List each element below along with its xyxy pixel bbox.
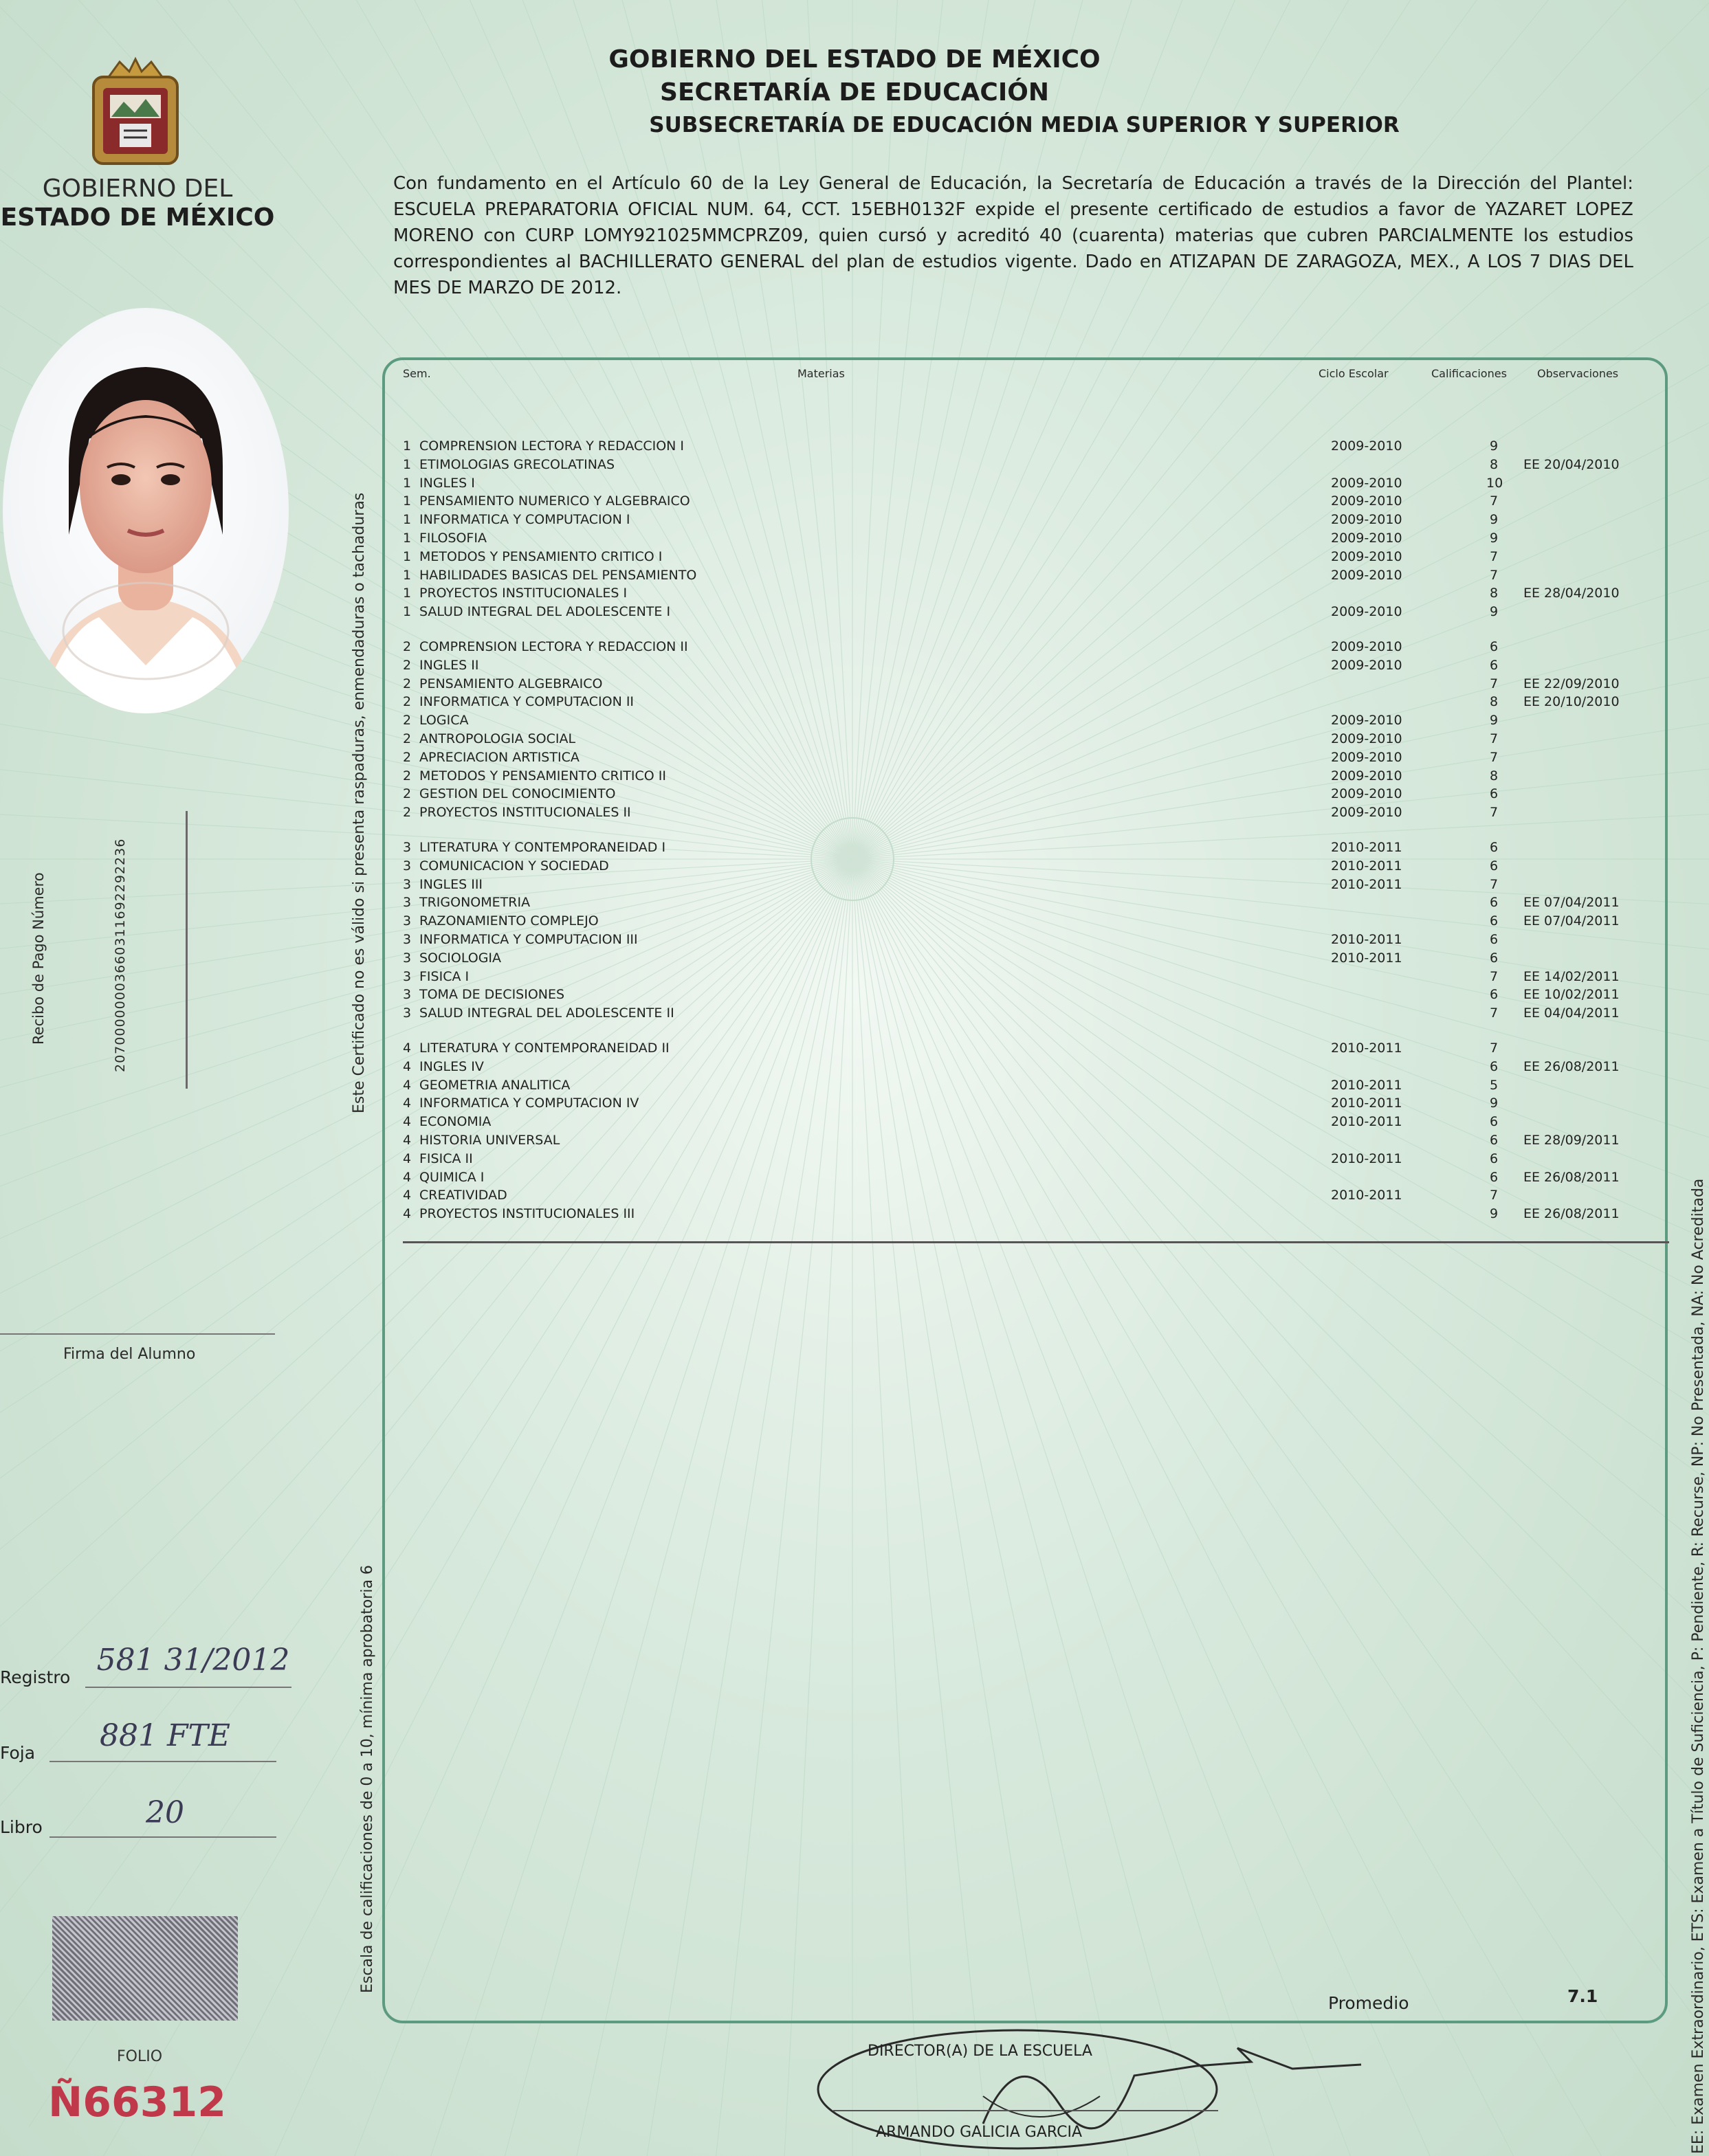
subject-cell: GEOMETRIA ANALITICA: [419, 1078, 571, 1093]
average-label: Promedio: [1328, 1993, 1409, 2013]
school-cycle-cell: 2009-2010: [1331, 639, 1402, 654]
subject-cell: COMPRENSION LECTORA Y REDACCION II: [419, 639, 688, 654]
semester-cell: 1: [403, 438, 412, 454]
subject-cell: COMUNICACION Y SOCIEDAD: [419, 858, 609, 874]
grade-cell: 8: [1489, 768, 1499, 784]
observation-cell: EE 07/04/2011: [1523, 895, 1620, 910]
semester-cell: 4: [403, 1133, 412, 1148]
subject-cell: FISICA II: [419, 1151, 473, 1166]
grade-cell: 9: [1489, 604, 1499, 619]
subject-cell: HISTORIA UNIVERSAL: [419, 1133, 560, 1148]
subject-cell: APRECIACION ARTISTICA: [419, 750, 580, 765]
table-row: [403, 456, 1633, 474]
libro-line: [49, 1836, 276, 1838]
foja-value: 881 FTE: [100, 1718, 230, 1753]
subject-cell: LOGICA: [419, 713, 469, 728]
table-row: [403, 492, 1633, 510]
grade-cell: 6: [1489, 951, 1499, 966]
school-cycle-cell: 2009-2010: [1331, 549, 1402, 564]
subject-cell: METODOS Y PENSAMIENTO CRITICO I: [419, 549, 663, 564]
semester-cell: 3: [403, 1005, 412, 1021]
table-row: [403, 1076, 1633, 1094]
subject-cell: GESTION DEL CONOCIMIENTO: [419, 786, 616, 801]
observation-cell: EE 26/08/2011: [1523, 1170, 1620, 1185]
subject-cell: HABILIDADES BASICAS DEL PENSAMIENTO: [419, 568, 697, 583]
folio-label: FOLIO: [117, 2048, 163, 2065]
registro-line: [85, 1687, 291, 1688]
grade-cell: 9: [1489, 713, 1499, 728]
grade-cell: 6: [1489, 858, 1499, 874]
table-row: [403, 529, 1633, 547]
semester-cell: 2: [403, 676, 412, 691]
subject-cell: RAZONAMIENTO COMPLEJO: [419, 913, 599, 929]
semester-cell: 4: [403, 1206, 412, 1221]
semester-cell: 4: [403, 1078, 412, 1093]
semester-cell: 1: [403, 512, 412, 527]
observation-cell: EE 28/04/2010: [1523, 586, 1620, 601]
semester-cell: 3: [403, 877, 412, 892]
foja-line: [49, 1761, 276, 1762]
header-secretariat: SECRETARÍA DE EDUCACIÓN: [660, 78, 1049, 107]
grade-cell: 5: [1489, 1078, 1499, 1093]
table-row: [403, 584, 1633, 602]
school-cycle-cell: 2010-2011: [1331, 951, 1402, 966]
table-row: [403, 693, 1633, 711]
school-cycle-cell: 2009-2010: [1331, 658, 1402, 673]
subject-cell: INFORMATICA Y COMPUTACION III: [419, 932, 638, 947]
subject-cell: ECONOMIA: [419, 1114, 492, 1129]
director-signature-line: [833, 2110, 1218, 2111]
semester-cell: 4: [403, 1170, 412, 1185]
grade-cell: 9: [1489, 1096, 1499, 1111]
director-name: ARMANDO GALICIA GARCIA: [876, 2124, 1082, 2141]
table-row: [403, 803, 1633, 821]
subject-cell: INFORMATICA Y COMPUTACION II: [419, 694, 635, 709]
grade-cell: 7: [1489, 969, 1499, 984]
subject-cell: INFORMATICA Y COMPUTACION I: [419, 512, 630, 527]
observation-cell: EE 26/08/2011: [1523, 1059, 1620, 1074]
subject-cell: COMPRENSION LECTORA Y REDACCION I: [419, 438, 685, 454]
semester-cell: 1: [403, 531, 412, 546]
subject-cell: SALUD INTEGRAL DEL ADOLESCENTE II: [419, 1005, 674, 1021]
grade-cell: 7: [1489, 676, 1499, 691]
school-cycle-cell: 2009-2010: [1331, 512, 1402, 527]
observation-cell: EE 07/04/2011: [1523, 913, 1620, 929]
student-signature-line: [0, 1333, 275, 1335]
receipt-number: 20700000003660311692292236: [113, 838, 128, 1072]
table-row: [403, 1168, 1633, 1186]
school-cycle-cell: 2009-2010: [1331, 750, 1402, 765]
table-row: [403, 1058, 1633, 1076]
grade-cell: 7: [1489, 568, 1499, 583]
subject-cell: QUIMICA I: [419, 1170, 485, 1185]
grade-cell: 7: [1489, 805, 1499, 820]
semester-cell: 1: [403, 568, 412, 583]
table-row: [403, 474, 1633, 492]
semester-cell: 4: [403, 1096, 412, 1111]
validity-note: Este Certificado no es válido si presenta raspaduras, enmendaduras o tachaduras: [351, 492, 368, 1113]
semester-cell: 2: [403, 750, 412, 765]
state-coat-of-arms-icon: [81, 56, 190, 172]
subject-cell: INGLES II: [419, 658, 479, 673]
grade-cell: 7: [1489, 549, 1499, 564]
registro-value: 581 31/2012: [96, 1643, 290, 1678]
table-row: [403, 949, 1633, 967]
certificate-statement: Con fundamento en el Artículo 60 de la Ley General de Educación, la Secretaría de Educación a través de la Dirección del Plantel: ESCUELA PREPARATORIA OFICIAL NUM. 64, CCT. 15EBH0132F expide el presente certificado de estudios a favor de YAZARET LOPEZ MORENO con CURP LOMY921025MMCPRZ09, quien cursó y acreditó 40 (cuarenta) materias que cubren PARCIALMENTE los estudios correspondientes al BACHILLERATO GENERAL del plan de estudios vigente. Dado en ATIZAPAN DE ZARAGOZA, MEX., A LOS 7 DIAS DEL MES DE MARZO DE 2012.: [393, 173, 1633, 298]
table-end-rule: [403, 1241, 1669, 1243]
semester-cell: 3: [403, 951, 412, 966]
school-cycle-cell: 2009-2010: [1331, 493, 1402, 509]
libro-label: Libro: [0, 1817, 43, 1837]
foja-label: Foja: [0, 1743, 36, 1763]
header-calificaciones: Calificaciones: [1431, 367, 1507, 380]
table-row: [403, 566, 1633, 584]
subject-cell: PROYECTOS INSTITUCIONALES I: [419, 586, 628, 601]
grade-cell: 7: [1489, 493, 1499, 509]
grade-cell: 7: [1489, 750, 1499, 765]
observation-cell: EE 26/08/2011: [1523, 1206, 1620, 1221]
semester-cell: 3: [403, 858, 412, 874]
subject-cell: FISICA I: [419, 969, 470, 984]
semester-cell: 3: [403, 969, 412, 984]
semester-cell: 1: [403, 457, 412, 472]
school-cycle-cell: 2010-2011: [1331, 1188, 1402, 1203]
subject-cell: INFORMATICA Y COMPUTACION IV: [419, 1096, 639, 1111]
header-government: GOBIERNO DEL ESTADO DE MÉXICO: [608, 45, 1101, 74]
grade-cell: 6: [1489, 840, 1499, 855]
header-ciclo: Ciclo Escolar: [1319, 367, 1389, 380]
table-row: [403, 1131, 1633, 1149]
table-row: [403, 986, 1633, 1003]
table-row: [403, 785, 1633, 803]
subject-cell: LITERATURA Y CONTEMPORANEIDAD I: [419, 840, 666, 855]
semester-cell: 2: [403, 731, 412, 746]
student-photo: [3, 308, 289, 713]
average-value: 7.1: [1567, 1986, 1598, 2006]
registro-label: Registro: [0, 1667, 71, 1687]
table-row: [403, 548, 1633, 566]
header-materias: Materias: [797, 367, 845, 380]
grade-cell: 8: [1489, 694, 1499, 709]
grade-cell: 7: [1489, 1188, 1499, 1203]
subject-cell: ETIMOLOGIAS GRECOLATINAS: [419, 457, 615, 472]
table-row: [403, 912, 1633, 930]
semester-cell: 2: [403, 694, 412, 709]
observation-cell: EE 20/10/2010: [1523, 694, 1620, 709]
director-role: DIRECTOR(A) DE LA ESCUELA: [868, 2043, 1092, 2060]
observation-cell: EE 14/02/2011: [1523, 969, 1620, 984]
table-row: [403, 1004, 1633, 1022]
school-cycle-cell: 2010-2011: [1331, 932, 1402, 947]
subject-cell: INGLES I: [419, 476, 475, 491]
subject-cell: INGLES IV: [419, 1059, 484, 1074]
grade-cell: 8: [1489, 586, 1499, 601]
grade-cell: 6: [1489, 895, 1499, 910]
grade-cell: 6: [1489, 1114, 1499, 1129]
table-row: [403, 656, 1633, 674]
semester-cell: 4: [403, 1114, 412, 1129]
table-row: [403, 893, 1633, 911]
semester-cell: 2: [403, 786, 412, 801]
school-cycle-cell: 2010-2011: [1331, 858, 1402, 874]
grade-cell: 6: [1489, 932, 1499, 947]
school-cycle-cell: 2009-2010: [1331, 438, 1402, 454]
subject-cell: INGLES III: [419, 877, 483, 892]
grade-cell: 6: [1489, 1170, 1499, 1185]
subject-cell: FILOSOFIA: [419, 531, 487, 546]
table-row: [403, 1186, 1633, 1204]
table-row: [403, 876, 1633, 893]
subject-cell: LITERATURA Y CONTEMPORANEIDAD II: [419, 1041, 670, 1056]
grade-cell: 9: [1489, 531, 1499, 546]
school-cycle-cell: 2009-2010: [1331, 531, 1402, 546]
table-row: [403, 857, 1633, 875]
semester-cell: 2: [403, 658, 412, 673]
school-cycle-cell: 2009-2010: [1331, 476, 1402, 491]
header-subsecretariat: SUBSECRETARÍA DE EDUCACIÓN MEDIA SUPERIOR Y SUPERIOR: [649, 113, 1400, 137]
semester-cell: 3: [403, 840, 412, 855]
school-cycle-cell: 2009-2010: [1331, 768, 1402, 784]
semester-cell: 3: [403, 932, 412, 947]
school-cycle-cell: 2010-2011: [1331, 840, 1402, 855]
table-row: [403, 603, 1633, 621]
school-cycle-cell: 2010-2011: [1331, 877, 1402, 892]
table-row: [403, 511, 1633, 529]
libro-value: 20: [146, 1795, 184, 1830]
school-cycle-cell: 2009-2010: [1331, 731, 1402, 746]
semester-cell: 4: [403, 1188, 412, 1203]
table-row: [403, 730, 1633, 748]
semester-cell: 1: [403, 586, 412, 601]
grade-cell: 10: [1486, 476, 1503, 491]
school-cycle-cell: 2010-2011: [1331, 1096, 1402, 1111]
observation-cell: EE 28/09/2011: [1523, 1133, 1620, 1148]
semester-cell: 3: [403, 913, 412, 929]
semester-cell: 3: [403, 987, 412, 1002]
logo-text-line1: GOBIERNO DEL: [42, 175, 233, 203]
table-row: [403, 638, 1633, 656]
semester-cell: 4: [403, 1059, 412, 1074]
receipt-label: Recibo de Pago Número: [30, 872, 47, 1045]
school-cycle-cell: 2009-2010: [1331, 568, 1402, 583]
table-row: [403, 1113, 1633, 1131]
grade-cell: 9: [1489, 1206, 1499, 1221]
semester-cell: 1: [403, 493, 412, 509]
grade-cell: 6: [1489, 987, 1499, 1002]
semester-cell: 1: [403, 604, 412, 619]
table-row: [403, 437, 1633, 455]
table-row: [403, 1039, 1633, 1057]
table-row: [403, 968, 1633, 986]
table-row: [403, 838, 1633, 856]
school-cycle-cell: 2009-2010: [1331, 786, 1402, 801]
school-cycle-cell: 2010-2011: [1331, 1151, 1402, 1166]
table-row: [403, 1150, 1633, 1168]
grade-cell: 6: [1489, 1059, 1499, 1074]
table-row: [403, 711, 1633, 729]
table-row: [403, 767, 1633, 785]
school-cycle-cell: 2010-2011: [1331, 1041, 1402, 1056]
table-row: [403, 931, 1633, 948]
grade-cell: 6: [1489, 913, 1499, 929]
table-row: [403, 675, 1633, 693]
receipt-rule: [186, 811, 188, 1089]
subject-cell: ANTROPOLOGIA SOCIAL: [419, 731, 576, 746]
school-cycle-cell: 2009-2010: [1331, 805, 1402, 820]
folio-number: Ñ66312: [48, 2078, 226, 2126]
student-signature-label: Firma del Alumno: [63, 1346, 196, 1363]
semester-cell: 4: [403, 1151, 412, 1166]
grade-cell: 7: [1489, 877, 1499, 892]
semester-cell: 2: [403, 768, 412, 784]
subject-cell: METODOS Y PENSAMIENTO CRITICO II: [419, 768, 666, 784]
semester-cell: 2: [403, 713, 412, 728]
header-sem: Sem.: [403, 367, 431, 380]
grade-cell: 9: [1489, 438, 1499, 454]
semester-cell: 2: [403, 639, 412, 654]
school-cycle-cell: 2009-2010: [1331, 713, 1402, 728]
grade-cell: 6: [1489, 1151, 1499, 1166]
grade-cell: 6: [1489, 639, 1499, 654]
observation-cell: EE 20/04/2010: [1523, 457, 1620, 472]
grade-cell: 7: [1489, 1041, 1499, 1056]
grade-cell: 6: [1489, 658, 1499, 673]
semester-cell: 2: [403, 805, 412, 820]
observation-cell: EE 22/09/2010: [1523, 676, 1620, 691]
semester-cell: 3: [403, 895, 412, 910]
header-observaciones: Observaciones: [1537, 367, 1619, 380]
logo-text-line2: ESTADO DE MÉXICO: [0, 203, 275, 232]
semester-cell: 1: [403, 549, 412, 564]
grade-cell: 8: [1489, 457, 1499, 472]
table-row: [403, 1094, 1633, 1112]
observation-cell: EE 10/02/2011: [1523, 987, 1620, 1002]
subject-cell: TOMA DE DECISIONES: [419, 987, 565, 1002]
grade-cell: 6: [1489, 786, 1499, 801]
semester-cell: 4: [403, 1041, 412, 1056]
grade-cell: 7: [1489, 1005, 1499, 1021]
school-cycle-cell: 2010-2011: [1331, 1114, 1402, 1129]
subject-cell: PROYECTOS INSTITUCIONALES III: [419, 1206, 635, 1221]
grading-scale-note: Escala de calificaciones de 0 a 10, mínima aprobatoria 6: [359, 1565, 376, 1993]
abbreviation-legend: EE: Examen Extraordinario, ETS: Examen a Título de Suficiencia, P: Pendiente, R: Recurse, NP: No Presentada, NA: No Acreditada: [1690, 1178, 1707, 2154]
subject-cell: TRIGONOMETRIA: [419, 895, 531, 910]
observation-cell: EE 04/04/2011: [1523, 1005, 1620, 1021]
grade-cell: 6: [1489, 1133, 1499, 1148]
subject-cell: PENSAMIENTO NUMERICO Y ALGEBRAICO: [419, 493, 690, 509]
semester-cell: 1: [403, 476, 412, 491]
school-cycle-cell: 2010-2011: [1331, 1078, 1402, 1093]
subject-cell: PENSAMIENTO ALGEBRAICO: [419, 676, 603, 691]
subject-cell: CREATIVIDAD: [419, 1188, 507, 1203]
table-row: [403, 1205, 1633, 1223]
grade-cell: 9: [1489, 512, 1499, 527]
school-cycle-cell: 2009-2010: [1331, 604, 1402, 619]
subject-cell: PROYECTOS INSTITUCIONALES II: [419, 805, 631, 820]
subject-cell: SOCIOLOGIA: [419, 951, 502, 966]
table-row: [403, 748, 1633, 766]
security-hologram: [52, 1916, 238, 2021]
grade-cell: 7: [1489, 731, 1499, 746]
subject-cell: SALUD INTEGRAL DEL ADOLESCENTE I: [419, 604, 671, 619]
